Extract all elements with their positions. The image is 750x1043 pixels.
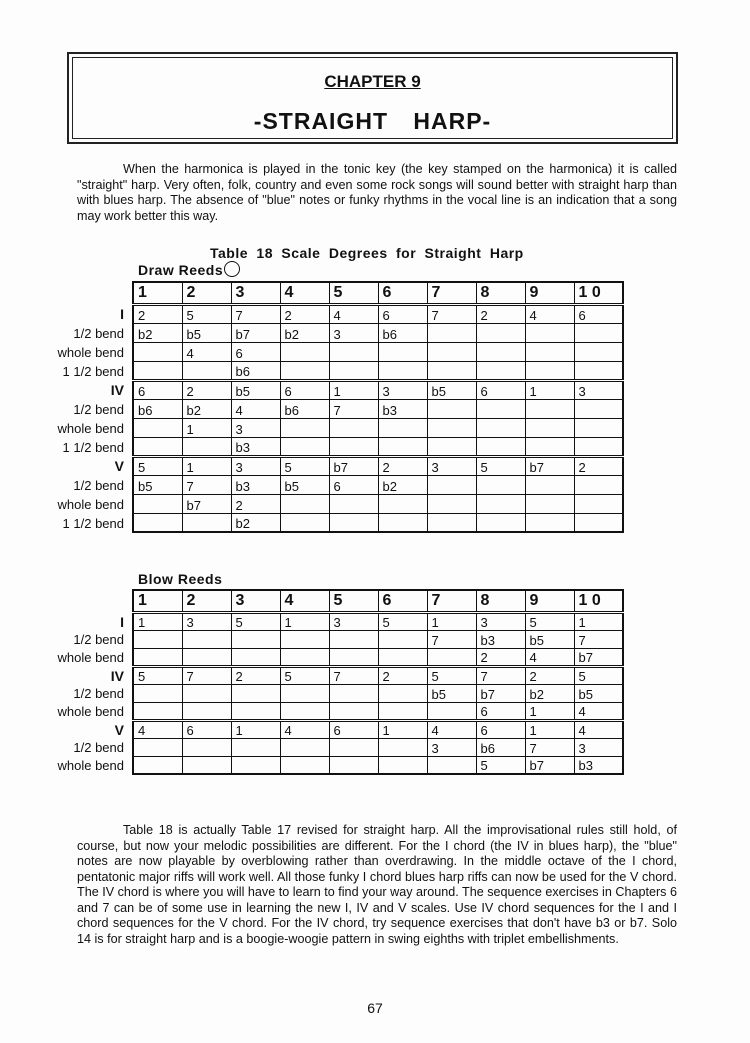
table-cell [427,342,476,361]
table-cell: 1 [378,720,427,738]
table-cell [280,756,329,774]
table-cell: 7 [476,666,525,684]
table-cell [280,494,329,513]
row-label: V [114,722,124,738]
table-cell [476,494,525,513]
table-cell: 4 [525,304,574,323]
table-cell: 3 [231,456,280,475]
table-cell [182,756,231,774]
table-cell: 4 [133,720,182,738]
table-cell: 1 [182,456,231,475]
table-cell: 7 [427,630,476,648]
table-cell [280,418,329,437]
table-cell [231,756,280,774]
table-cell [329,418,378,437]
table-cell: b3 [378,399,427,418]
hole-header: 2 [182,590,231,612]
table-cell: 6 [280,380,329,399]
table-cell: 3 [574,380,623,399]
table-cell [525,342,574,361]
hole-header: 1 [133,282,182,304]
table-cell [427,399,476,418]
outro-paragraph: Table 18 is actually Table 17 revised for straight harp. All the improvisational rules still hold, of course, but now your melodic possibilities are different. For the I chord (the IV in blues harp), the "blue" notes are now playable by overblowing rather than overdrawing. In the middle octave of the I chord, pentatonic major riffs will work well. All those funky I chord blues harp riffs can now be used for the V chord. The IV chord is where you will have to learn to find your way around. The sequence exercises in Chapters 6 and 7 can be of some use in learning the new I, IV and V scales. Use IV chord sequences for the I and I chord sequences for the V chord. For the IV chord, try sequence exercises that don't have b3 or b7. Solo 14 is for straight harp and is a boogie-woogie pattern in swing eighths with triplet embellishments. [77,823,677,946]
table-cell: 5 [280,666,329,684]
table-cell [280,684,329,702]
table-cell: 6 [133,380,182,399]
table-cell: b6 [231,361,280,380]
table-cell: b5 [574,684,623,702]
draw-row-labels [0,305,124,533]
table-cell [476,475,525,494]
table-cell [525,399,574,418]
table-cell [427,418,476,437]
table-cell [476,361,525,380]
table-cell [280,630,329,648]
table-cell [133,361,182,380]
table-cell: 7 [182,475,231,494]
table-cell: 4 [280,720,329,738]
table-cell: 5 [476,756,525,774]
table-cell: 2 [231,666,280,684]
hole-header: 1 [133,590,182,612]
table-row [133,304,623,323]
table-cell: b5 [133,475,182,494]
table-cell: b2 [182,399,231,418]
table-cell [280,437,329,456]
table-cell [378,361,427,380]
table-cell: 4 [427,720,476,738]
table-cell: b6 [476,738,525,756]
table-cell: b7 [329,456,378,475]
table-cell: 2 [525,666,574,684]
table-cell: 2 [574,456,623,475]
table-cell [329,738,378,756]
table-row [133,612,623,630]
table-row [133,630,623,648]
table-cell: 3 [182,612,231,630]
hole-header: 7 [427,282,476,304]
draw-circle-icon [224,261,240,277]
table-cell [378,648,427,666]
table-cell [378,437,427,456]
table-cell [182,361,231,380]
table-cell: 2 [378,666,427,684]
table-cell: 5 [574,666,623,684]
row-label: whole bend [57,704,124,719]
table-cell [476,418,525,437]
table-cell: b3 [231,437,280,456]
table-cell [525,437,574,456]
table-cell: 5 [476,456,525,475]
table-cell [329,756,378,774]
table-cell [329,630,378,648]
table-cell [378,513,427,532]
table-cell [329,684,378,702]
hole-header: 6 [378,590,427,612]
hole-header: 7 [427,590,476,612]
table-cell [133,342,182,361]
blow-row-labels [0,613,124,775]
table-row [133,418,623,437]
chapter-header-box [67,52,678,144]
table-cell: b5 [525,630,574,648]
table-row [133,342,623,361]
table-cell: b5 [280,475,329,494]
table-cell [378,630,427,648]
table-cell: 5 [231,612,280,630]
table-cell: 3 [427,738,476,756]
chapter-label: CHAPTER 9 [324,72,421,91]
table-cell: b3 [476,630,525,648]
table-cell [427,437,476,456]
table-row [133,475,623,494]
table-cell [329,494,378,513]
table-cell [231,738,280,756]
table-cell [329,648,378,666]
table-cell [378,702,427,720]
table-cell [280,513,329,532]
table-cell [182,648,231,666]
table-row [133,513,623,532]
table-cell: 1 [525,720,574,738]
row-label: I [120,614,124,630]
table-row [133,666,623,684]
table-cell: 1 [231,720,280,738]
table-cell [574,418,623,437]
table-cell [280,361,329,380]
table-cell: 3 [378,380,427,399]
table-cell: b2 [133,323,182,342]
table-row [133,380,623,399]
table-cell: 5 [133,456,182,475]
hole-header: 8 [476,590,525,612]
table-row [133,720,623,738]
chapter-title: -STRAIGHT HARP- [253,108,492,134]
table-row [133,323,623,342]
table-cell: 5 [525,612,574,630]
table-cell: 2 [280,304,329,323]
hole-header: 3 [231,590,280,612]
table-cell [574,437,623,456]
table-cell: 1 [427,612,476,630]
table-cell: 7 [231,304,280,323]
table-cell [427,648,476,666]
table-cell: 1 [280,612,329,630]
table-cell [133,648,182,666]
table-cell: 5 [280,456,329,475]
table-cell [231,648,280,666]
table-cell [525,475,574,494]
row-label: whole bend [57,421,124,436]
table-cell: 5 [427,666,476,684]
table-cell [329,342,378,361]
table-cell: 4 [329,304,378,323]
table-cell: b5 [231,380,280,399]
table-cell: 4 [182,342,231,361]
table-row [133,648,623,666]
table-cell [476,437,525,456]
table-cell: 3 [574,738,623,756]
table-cell [329,513,378,532]
table-cell: 1 [574,612,623,630]
table-cell [427,361,476,380]
table-cell: 4 [574,720,623,738]
hole-header: 5 [329,590,378,612]
table-caption: Table 18 Scale Degrees for Straight Harp [210,245,524,261]
row-label: whole bend [57,345,124,360]
table-cell: 2 [231,494,280,513]
table-cell: b7 [231,323,280,342]
table-cell [378,418,427,437]
hole-header: 8 [476,282,525,304]
table-header-row [133,282,623,304]
table-header-row [133,590,623,612]
hole-header: 4 [280,282,329,304]
hole-header: 5 [329,282,378,304]
table-cell: 1 [133,612,182,630]
table-cell: b6 [133,399,182,418]
table-cell: 3 [329,612,378,630]
table-cell: b3 [231,475,280,494]
row-label: whole bend [57,497,124,512]
table-cell [133,437,182,456]
table-cell [574,323,623,342]
table-cell [525,323,574,342]
table-row [133,437,623,456]
hole-header: 9 [525,590,574,612]
table-cell [427,702,476,720]
table-row [133,702,623,720]
table-cell [476,513,525,532]
table-cell [574,494,623,513]
table-cell [574,475,623,494]
blow-reeds-label: Blow Reeds [138,571,223,587]
table-cell: 2 [476,648,525,666]
table-cell [378,756,427,774]
row-label: 1/2 bend [73,740,124,755]
table-row [133,361,623,380]
row-label: 1/2 bend [73,478,124,493]
table-cell: b7 [525,756,574,774]
table-cell: 2 [133,304,182,323]
table-cell: 2 [378,456,427,475]
table-cell: 7 [329,399,378,418]
row-label: 1 1/2 bend [62,364,124,379]
draw-reeds-table [132,281,624,533]
row-label: whole bend [57,650,124,665]
table-cell [182,684,231,702]
table-cell [182,738,231,756]
table-cell [525,418,574,437]
table-cell [378,684,427,702]
table-cell: 7 [182,666,231,684]
table-cell: 2 [182,380,231,399]
table-cell: b3 [574,756,623,774]
table-cell: b2 [525,684,574,702]
page-number: 67 [367,1000,383,1016]
table-cell [133,630,182,648]
table-cell [427,756,476,774]
table-cell [574,513,623,532]
table-cell: 4 [525,648,574,666]
table-cell: 6 [378,304,427,323]
table-cell [182,437,231,456]
table-cell [133,702,182,720]
hole-header: 3 [231,282,280,304]
table-cell: 3 [427,456,476,475]
row-label: 1 1/2 bend [62,516,124,531]
row-label: V [114,458,124,474]
table-cell [574,361,623,380]
table-cell: 7 [574,630,623,648]
intro-paragraph: When the harmonica is played in the tonic key (the key stamped on the harmonica) it is called "straight" harp. Very often, folk, country and even some rock songs will sound better with straight harp than with blues harp. The absence of "blue" notes or funky rhythms in the vocal line is an indication that a song may work better this way. [77,162,677,223]
draw-reeds-label-text: Draw Reeds [138,262,224,278]
table-cell [476,342,525,361]
table-cell [476,323,525,342]
hole-header: 6 [378,282,427,304]
table-cell: 3 [231,418,280,437]
table-cell: 1 [525,380,574,399]
table-cell [280,738,329,756]
table-cell [427,494,476,513]
table-cell [574,342,623,361]
table-row [133,738,623,756]
table-cell: 4 [231,399,280,418]
table-cell: 1 [525,702,574,720]
table-cell: b6 [378,323,427,342]
table-cell: 5 [133,666,182,684]
row-label: 1/2 bend [73,326,124,341]
table-cell [133,684,182,702]
table-cell [329,437,378,456]
table-cell: b7 [525,456,574,475]
table-cell [329,702,378,720]
table-cell: 6 [231,342,280,361]
table-cell: b2 [280,323,329,342]
table-cell: 3 [329,323,378,342]
hole-header: 9 [525,282,574,304]
table-cell: 1 [329,380,378,399]
row-label: IV [110,382,124,398]
table-cell [133,513,182,532]
table-cell [476,399,525,418]
table-cell: 5 [378,612,427,630]
table-row [133,684,623,702]
table-cell [427,323,476,342]
table-cell [280,342,329,361]
hole-header: 4 [280,590,329,612]
table-cell: b7 [574,648,623,666]
table-cell: b5 [427,684,476,702]
table-cell: 6 [476,720,525,738]
table-cell: 7 [525,738,574,756]
table-cell: 3 [476,612,525,630]
row-label: 1/2 bend [73,632,124,647]
table-cell [525,513,574,532]
table-cell [525,494,574,513]
table-cell: 5 [182,304,231,323]
table-cell: b2 [378,475,427,494]
table-cell [329,361,378,380]
table-cell [574,399,623,418]
table-cell [378,738,427,756]
table-cell: 7 [427,304,476,323]
table-cell: 1 [182,418,231,437]
blow-reeds-table [132,589,624,775]
table-cell: 6 [329,720,378,738]
draw-reeds-label [138,261,240,278]
table-cell [280,702,329,720]
table-cell: 7 [329,666,378,684]
hole-header: 2 [182,282,231,304]
table-cell: b7 [182,494,231,513]
table-cell: b6 [280,399,329,418]
table-cell [182,630,231,648]
table-cell [280,648,329,666]
table-cell [231,702,280,720]
table-cell [378,342,427,361]
table-cell: 2 [476,304,525,323]
table-cell [133,494,182,513]
hole-header: 1 0 [574,590,623,612]
table-cell: 6 [182,720,231,738]
table-cell: 6 [476,380,525,399]
table-cell [182,513,231,532]
table-row [133,456,623,475]
table-cell: b2 [231,513,280,532]
table-cell [133,756,182,774]
table-cell [231,684,280,702]
row-label: IV [110,668,124,684]
table-cell [133,738,182,756]
table-cell: b5 [427,380,476,399]
table-row [133,494,623,513]
table-cell: 6 [574,304,623,323]
table-row [133,399,623,418]
table-cell: 4 [574,702,623,720]
row-label: 1/2 bend [73,686,124,701]
table-cell: b5 [182,323,231,342]
table-cell [525,361,574,380]
table-cell [378,494,427,513]
row-label: I [120,306,124,322]
row-label: 1/2 bend [73,402,124,417]
table-cell [182,702,231,720]
table-cell [133,418,182,437]
hole-header: 1 0 [574,282,623,304]
table-cell [231,630,280,648]
table-row [133,756,623,774]
table-cell [427,513,476,532]
table-cell: b7 [476,684,525,702]
chapter-header-inner-border [72,57,673,139]
table-cell: 6 [476,702,525,720]
row-label: whole bend [57,758,124,773]
table-cell [427,475,476,494]
row-label: 1 1/2 bend [62,440,124,455]
table-cell: 6 [329,475,378,494]
